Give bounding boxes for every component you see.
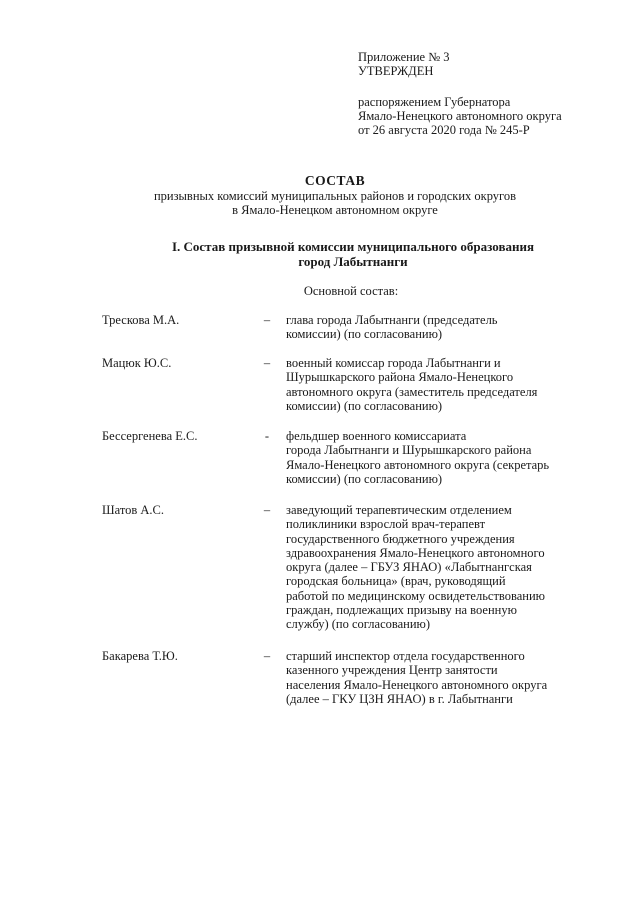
- member-description-line: граждан, подлежащих призыву на военную: [286, 603, 517, 618]
- document-title-block: [0, 173, 640, 217]
- composition-label: [0, 284, 640, 298]
- member-name: Мацюк Ю.С.: [102, 356, 172, 370]
- composition-label-text: Основной состав:: [303, 284, 399, 298]
- member-description-line: фельдшер военного комиссариата: [286, 429, 467, 443]
- member-description-line: военный комиссар города Лабытнанги и: [286, 356, 501, 370]
- member-description-line: здравоохранения Ямало-Ненецкого автономного: [286, 545, 545, 560]
- member-description: [286, 503, 621, 632]
- member-description-line: автономного округа (заместитель председателя: [286, 384, 538, 399]
- member-description-line: поликлиники взрослой врач-терапевт: [286, 517, 486, 532]
- member-description-line: городская больница» (врач, руководящий: [286, 574, 506, 589]
- member-description-line: комиссии) (по согласованию): [286, 398, 443, 413]
- member-description-line: комиссии) (по согласованию): [286, 327, 443, 342]
- member-name: Бакарева Т.Ю.: [102, 649, 178, 663]
- member-description-line: казенного учреждения Центр занятости: [286, 663, 498, 678]
- approval-order-date: от 26 августа 2020 года № 245-Р: [358, 123, 530, 137]
- member-description-line: Ямало-Ненецкого автономного округа (секретарь: [286, 457, 550, 472]
- member-dash: –: [263, 503, 271, 517]
- member-description: [286, 356, 621, 413]
- appendix-number: Приложение № 3: [358, 50, 450, 64]
- approval-order-line-2: Ямало-Ненецкого автономного округа: [358, 109, 562, 123]
- member-dash: –: [263, 356, 271, 370]
- member-description-line: Шурышкарского района Ямало-Ненецкого: [286, 370, 514, 385]
- member-description-line: заведующий терапевтическим отделением: [286, 503, 512, 517]
- appendix-header: [358, 50, 628, 137]
- approval-mark: УТВЕРЖДЕН: [358, 64, 434, 78]
- section-heading: [0, 239, 640, 269]
- member-description: [286, 313, 621, 342]
- member-description-line: старший инспектор отдела государственного: [286, 649, 525, 663]
- document-subtitle-line-1: призывных комиссий муниципальных районов и городских округов: [153, 189, 517, 203]
- member-description-line: службу) (по согласованию): [286, 617, 431, 632]
- member-description-line: города Лабытнанги и Шурышкарского района: [286, 443, 532, 458]
- member-description-line: (далее – ГКУ ЦЗН ЯНАО) в г. Лабытнанги: [286, 691, 513, 706]
- document-title: СОСТАВ: [304, 173, 366, 188]
- member-description-line: работой по медицинскому освидетельствованию: [286, 588, 546, 603]
- member-description-line: государственного бюджетного учреждения: [286, 531, 515, 546]
- member-description: [286, 649, 621, 706]
- member-name: Трескова М.А.: [102, 313, 180, 327]
- member-dash: -: [264, 429, 270, 443]
- member-description-line: населения Ямало-Ненецкого автономного округа: [286, 677, 548, 692]
- approval-order-line-1: распоряжением Губернатора: [358, 95, 511, 109]
- member-dash: –: [263, 649, 271, 663]
- member-description: [286, 429, 621, 486]
- document-subtitle-line-2: в Ямало-Ненецком автономном округе: [232, 203, 438, 217]
- member-name: Бессергенева Е.С.: [102, 429, 198, 443]
- member-description-line: округа (далее – ГБУЗ ЯНАО) «Лабытнангская: [286, 560, 532, 575]
- member-name: Шатов А.С.: [102, 503, 165, 517]
- member-description-line: комиссии) (по согласованию): [286, 471, 443, 486]
- member-description-line: глава города Лабытнанги (председатель: [286, 313, 498, 327]
- member-dash: –: [263, 313, 271, 327]
- section-heading-line-2: город Лабытнанги: [298, 254, 408, 269]
- section-heading-line-1: I. Состав призывной комиссии муниципального образования: [171, 239, 535, 254]
